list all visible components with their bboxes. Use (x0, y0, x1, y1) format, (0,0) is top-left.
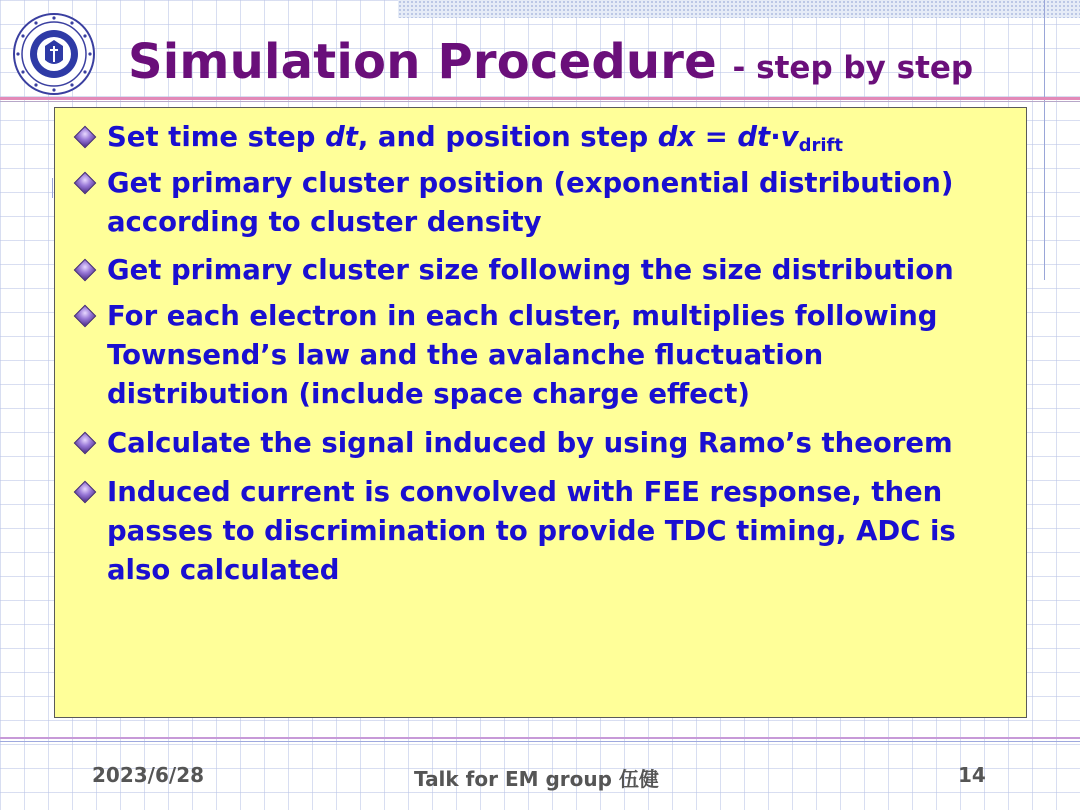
bullet-item-4 (107, 297, 1012, 414)
footer-rule-thin (0, 741, 1080, 742)
slide-title (128, 34, 973, 90)
diamond-bullet-icon (74, 481, 97, 504)
university-seal-icon (12, 12, 96, 96)
bullet-2-text: Get primary cluster position (exponential distribution) according to cluster density (107, 167, 954, 238)
bullet-1-text-c: , and position step (357, 121, 658, 153)
bullet-1-subscript: drift (798, 135, 843, 156)
bullet-item-6 (107, 473, 1012, 590)
bullet-4-text: For each electron in each cluster, multiplies following Townsend’s law and the avalanche fluctuation distribution (include space charge effect) (107, 300, 938, 410)
bullet-item-1 (107, 118, 1012, 165)
bullet-1-text-a: Set time step (107, 121, 326, 153)
bullet-3-text: Get primary cluster size following the size distribution (107, 254, 954, 286)
decorative-tick (52, 178, 53, 198)
bullet-1-formula: dx = dt (657, 121, 771, 153)
bullet-6-text: Induced current is convolved with FEE response, then passes to discrimination to provide TDC timing, ADC is also calculated (107, 476, 956, 586)
diamond-bullet-icon (74, 305, 97, 328)
content-box (54, 107, 1027, 718)
bullet-item-3 (107, 251, 1012, 290)
title-subtitle: - step by step (732, 50, 974, 86)
bullet-item-5 (107, 424, 1012, 463)
bullet-1-dt: dt (325, 121, 358, 153)
top-decorative-band (398, 0, 1080, 18)
diamond-bullet-icon (74, 172, 97, 195)
footer-talk-title: Talk for EM group 伍健 (414, 767, 659, 791)
footer-date: 2023/6/28 (92, 763, 205, 787)
bullet-5-text: Calculate the signal induced by using Ramo’s theorem (107, 427, 953, 459)
diamond-bullet-icon (74, 259, 97, 282)
footer-rule (0, 737, 1080, 739)
bullet-1-dot: · (770, 121, 781, 153)
header-rule-thin (0, 101, 1080, 102)
diamond-bullet-icon (74, 432, 97, 455)
diamond-bullet-icon (74, 126, 97, 149)
page-number: 14 (958, 763, 986, 787)
title-main: Simulation Procedure (128, 34, 717, 90)
bullet-item-2 (107, 164, 1012, 242)
header-rule (0, 97, 1080, 100)
bullet-1-v: v (780, 121, 799, 153)
decorative-vertical-line (1044, 0, 1045, 280)
